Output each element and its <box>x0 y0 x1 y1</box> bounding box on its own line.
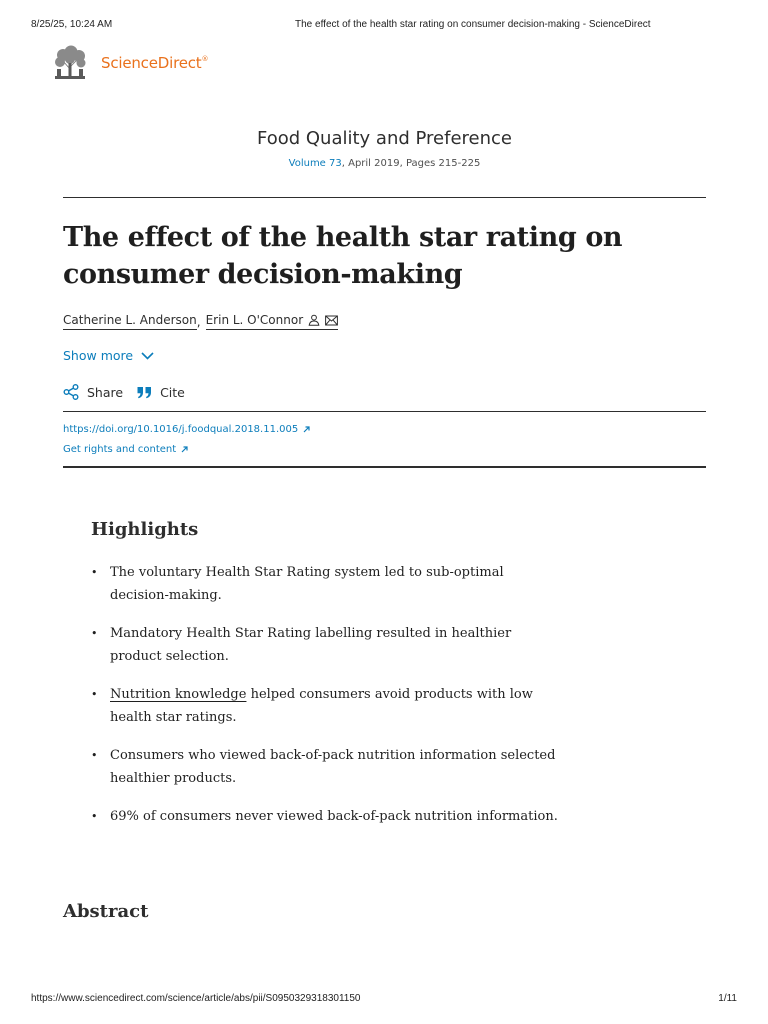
journal-block <box>63 128 706 169</box>
highlight-item: • 69% of consumers never viewed back-of-pack nutrition information. <box>91 805 561 828</box>
volume-line <box>63 158 706 169</box>
cite-label: Cite <box>160 384 185 400</box>
author-link-anderson[interactable]: Catherine L. Anderson <box>63 313 197 330</box>
external-link-arrow-icon <box>181 446 188 453</box>
share-icon <box>63 384 79 400</box>
envelope-icon <box>325 315 338 326</box>
author-separator: , <box>196 314 201 329</box>
volume-details: , April 2019, Pages 215-225 <box>341 158 481 169</box>
divider-middle <box>63 411 706 412</box>
brand-name: ScienceDirect® <box>101 54 209 72</box>
elsevier-tree-icon <box>51 45 89 81</box>
volume-link[interactable]: Volume 73 <box>288 158 342 169</box>
nutrition-knowledge-link[interactable]: Nutrition knowledge <box>110 687 247 702</box>
print-url: https://www.sciencedirect.com/science/article/abs/pii/S0950329318301150 <box>31 993 361 1004</box>
cite-button[interactable] <box>137 385 185 400</box>
person-icon <box>308 314 320 326</box>
divider-bottom <box>63 466 706 468</box>
print-page-number: 1/11 <box>718 993 737 1004</box>
article-links <box>63 423 310 455</box>
author-list <box>63 313 338 330</box>
share-button[interactable] <box>63 384 123 400</box>
journal-title-link[interactable]: Food Quality and Preference <box>257 128 512 149</box>
print-document-title: The effect of the health star rating on consumer decision-making - ScienceDirect <box>295 19 651 30</box>
highlights-list <box>91 561 561 843</box>
quote-icon <box>137 386 152 399</box>
show-more-label: Show more <box>63 348 134 363</box>
highlights-heading: Highlights <box>91 519 199 540</box>
abstract-heading: Abstract <box>63 901 149 922</box>
print-datetime: 8/25/25, 10:24 AM <box>31 19 113 30</box>
doi-link[interactable]: https://doi.org/10.1016/j.foodqual.2018.11.005 <box>63 423 310 435</box>
highlight-item: • Consumers who viewed back-of-pack nutrition information selected healthier products. <box>91 744 561 790</box>
print-footer <box>31 993 737 1007</box>
article-actions <box>63 384 185 400</box>
highlight-item: • Mandatory Health Star Rating labelling resulted in healthier product selection. <box>91 622 561 668</box>
article-title: The effect of the health star rating on consumer decision-making <box>63 222 623 290</box>
share-label: Share <box>87 384 124 400</box>
print-header <box>31 19 737 33</box>
rights-link[interactable]: Get rights and content <box>63 443 310 455</box>
sciencedirect-logo-link[interactable] <box>51 45 208 81</box>
show-more-button[interactable] <box>63 348 154 363</box>
author-link-oconnor[interactable]: Erin L. O'Connor <box>206 313 339 330</box>
divider-top <box>63 197 706 198</box>
highlight-item: • Nutrition knowledge helped consumers avoid products with low health star ratings. <box>91 683 561 729</box>
highlight-item: • The voluntary Health Star Rating system led to sub-optimal decision-making. <box>91 561 561 607</box>
trademark-symbol: ® <box>201 55 209 63</box>
chevron-down-icon <box>141 352 154 360</box>
external-link-arrow-icon <box>303 426 310 433</box>
